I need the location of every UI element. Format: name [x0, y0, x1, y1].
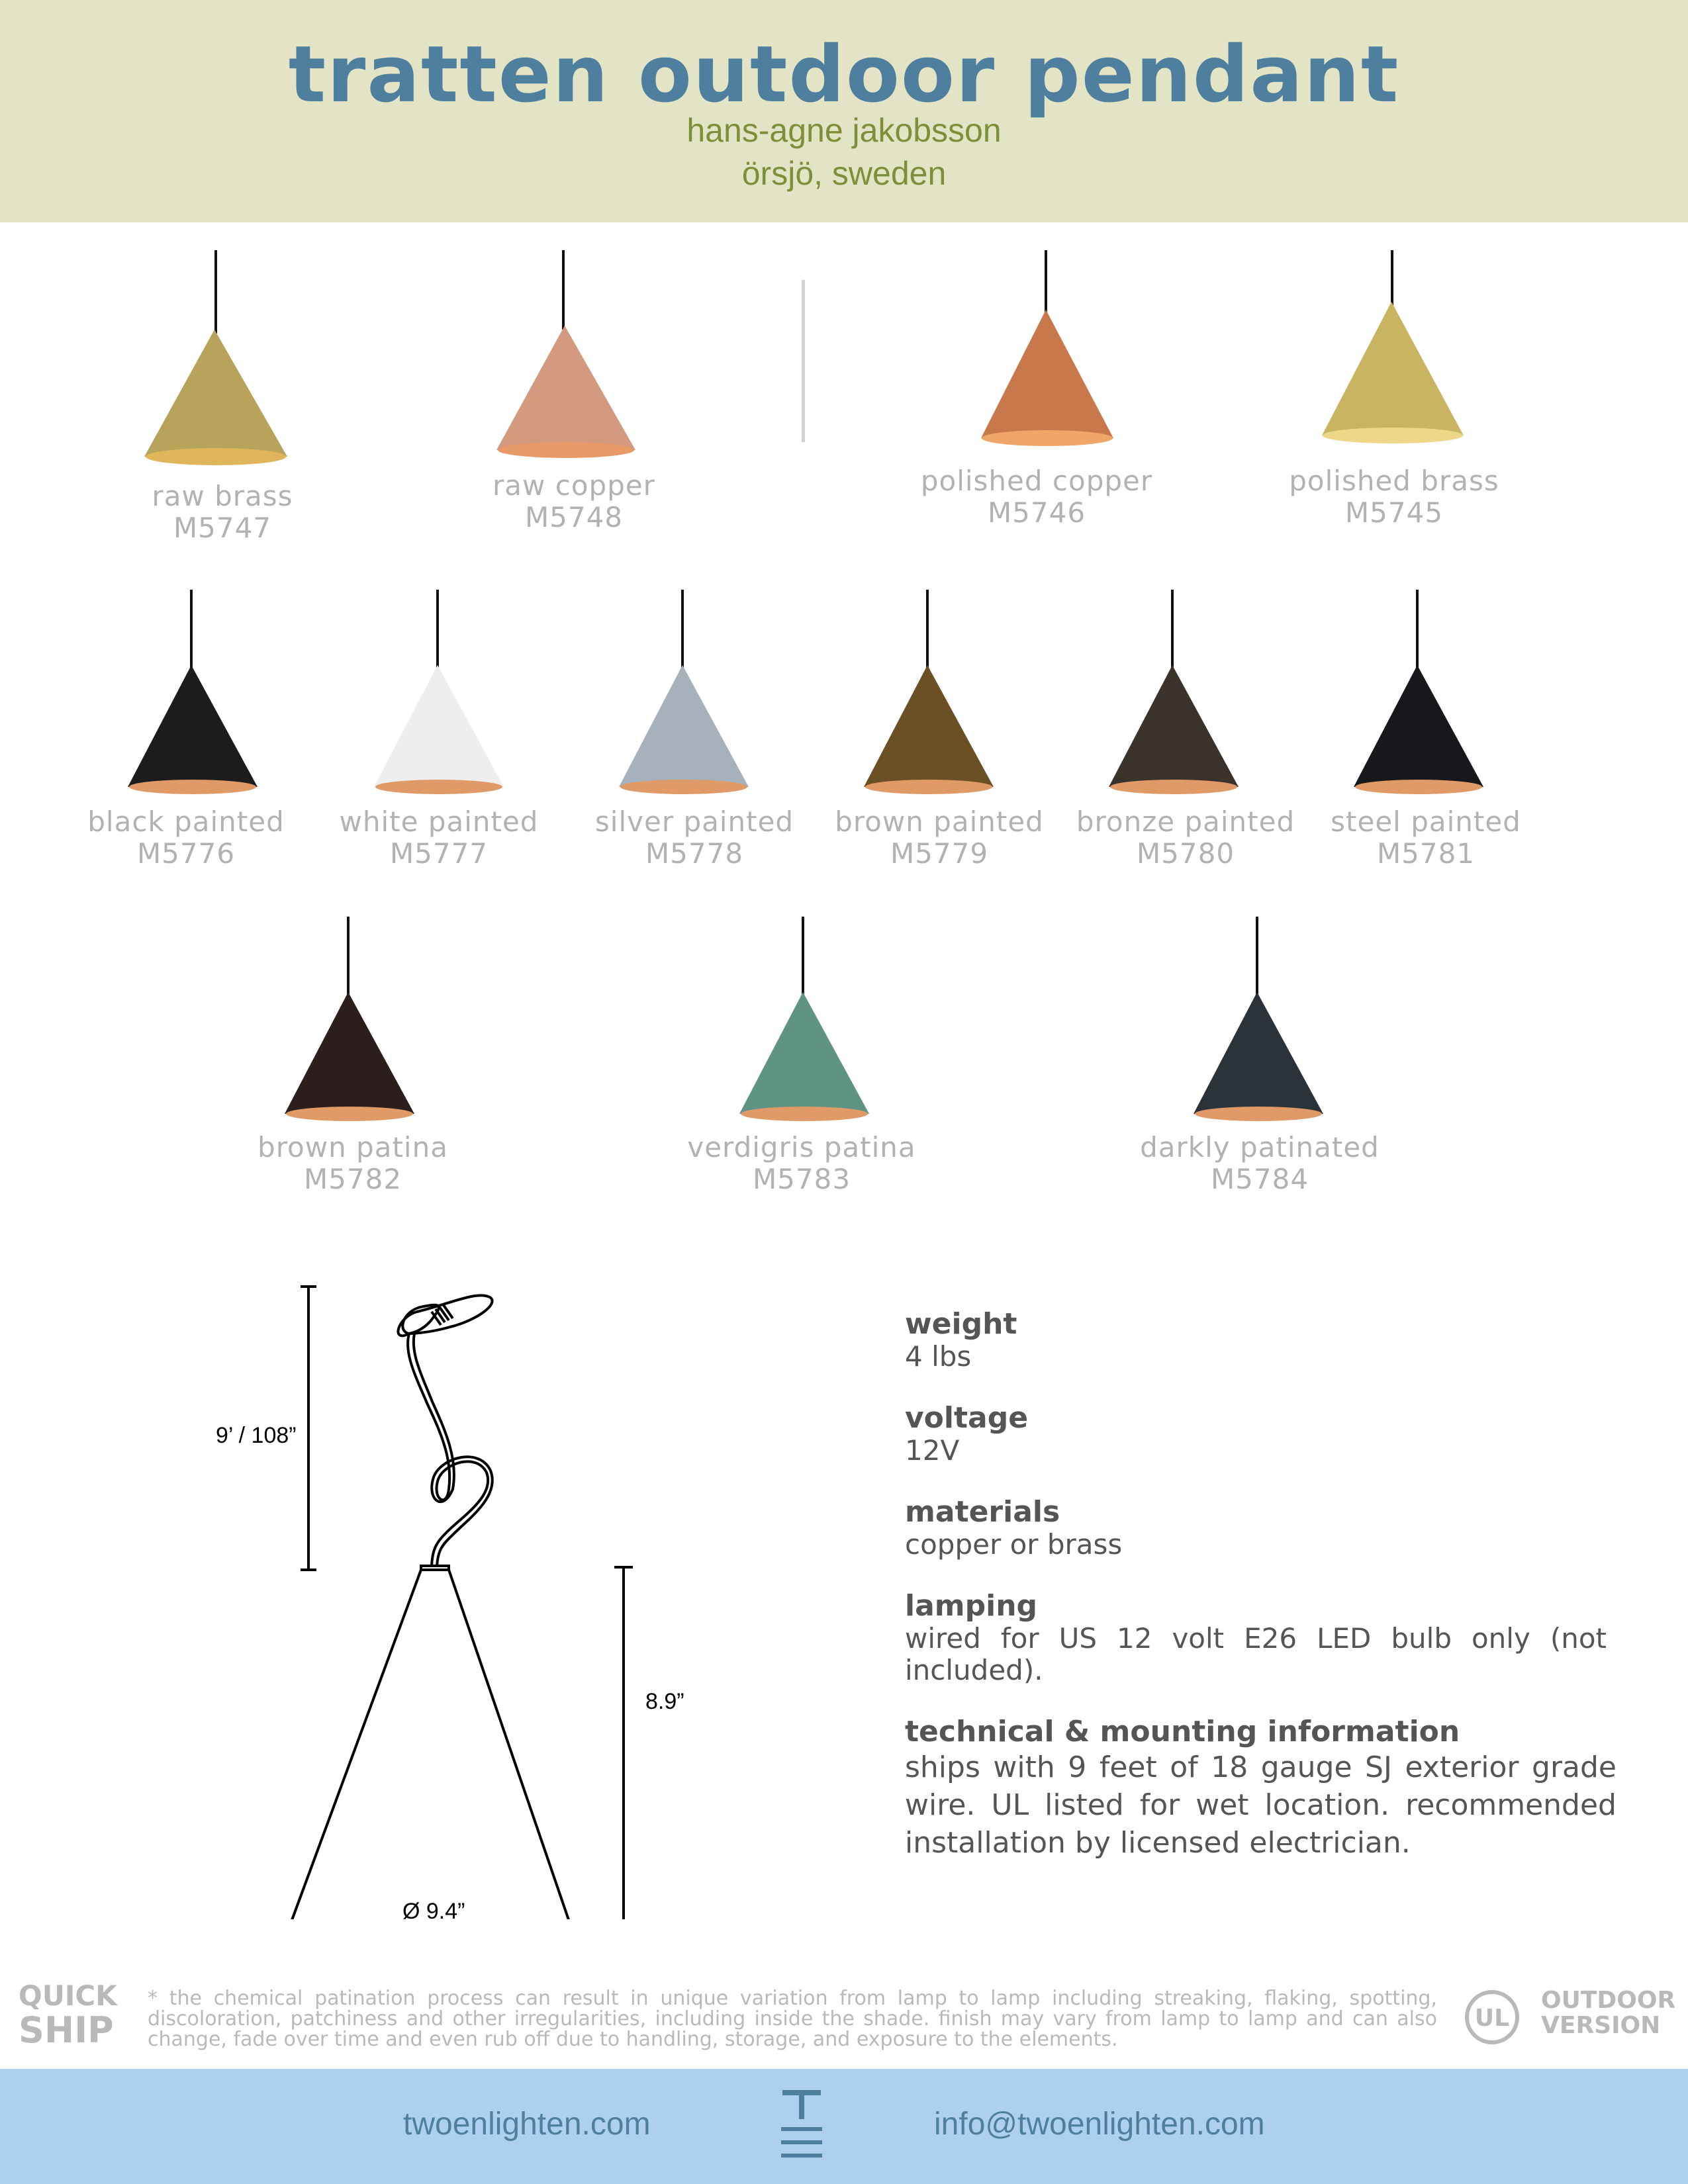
- shade-body: [144, 330, 287, 457]
- divider: [802, 280, 805, 442]
- brand-logo-icon: [778, 2090, 825, 2163]
- pendant-shade-icon: [737, 992, 872, 1122]
- finish-name: white painted: [339, 805, 539, 838]
- header-banner: [0, 0, 1688, 222]
- ship-label: SHIP: [19, 2009, 114, 2051]
- pendant-cord: [562, 250, 565, 330]
- spec-technical: [905, 1715, 1617, 1862]
- finish-code: M5779: [890, 837, 989, 870]
- finish-caption: [442, 470, 706, 533]
- finish-code: M5745: [1344, 496, 1444, 529]
- shade-inner: [498, 442, 634, 458]
- quick-ship-badge: [19, 1980, 117, 2049]
- shade-body: [739, 992, 869, 1114]
- height-label: 8.9”: [645, 1689, 684, 1714]
- shade-inner: [286, 1107, 413, 1121]
- finish-caption: [1262, 465, 1526, 529]
- ul-listed-icon: [1464, 1989, 1520, 2045]
- shade-body: [1354, 665, 1483, 787]
- pendant-shade-icon: [371, 665, 506, 795]
- shade-inner: [146, 448, 286, 465]
- finish-caption: [320, 806, 558, 870]
- finish-caption: [67, 806, 305, 870]
- finish-caption: [904, 465, 1169, 529]
- pendant-cord: [1391, 250, 1393, 307]
- finish-name: brown painted: [835, 805, 1044, 838]
- shade-inner: [1323, 428, 1463, 443]
- pendant-shade-icon: [1319, 302, 1467, 445]
- finish-name: brown patina: [258, 1131, 448, 1163]
- finish-name: verdigris patina: [687, 1131, 916, 1163]
- finish-code: M5780: [1136, 837, 1235, 870]
- website-link[interactable]: twoenlighten.com: [403, 2107, 651, 2142]
- finish-caption: [820, 806, 1058, 870]
- finish-name: darkly patinated: [1140, 1131, 1380, 1163]
- shade-inner: [129, 780, 256, 794]
- pendant-cord: [926, 590, 929, 669]
- shade-body: [1322, 302, 1464, 435]
- pendant-cord: [190, 590, 193, 669]
- cord-bundle-loop: [402, 1305, 439, 1334]
- cord-length-label: 9’ / 108”: [216, 1423, 297, 1448]
- pendant-cord: [214, 250, 217, 334]
- spec-value: 4 lbs: [905, 1340, 972, 1373]
- finish-name: black painted: [87, 805, 285, 838]
- pendant-cord: [681, 590, 684, 669]
- finish-caption: [575, 806, 814, 870]
- finish-name: polished brass: [1289, 465, 1499, 497]
- quick-label: QUICK: [19, 1979, 117, 2012]
- spec-value: wired for US 12 volt E26 LED bulb only (not included).: [905, 1622, 1607, 1686]
- finish-code: M5781: [1376, 837, 1476, 870]
- finish-caption: [1066, 806, 1305, 870]
- spec-weight: [905, 1308, 1617, 1373]
- finish-name: polished copper: [920, 465, 1153, 497]
- finish-caption: [1127, 1132, 1392, 1195]
- shade-inner: [1355, 780, 1482, 794]
- outdoor-version-badge: [1541, 1988, 1675, 2038]
- diameter-label: Ø 9.4”: [402, 1899, 465, 1924]
- shade-body: [1194, 992, 1323, 1114]
- finish-name: raw copper: [492, 469, 655, 502]
- shade-inner: [982, 430, 1113, 446]
- finish-code: M5784: [1210, 1163, 1309, 1195]
- pendant-cord: [436, 590, 439, 669]
- spec-label: weight: [905, 1307, 1017, 1341]
- cord-line-inner: [414, 1334, 492, 1570]
- finish-code: M5746: [987, 496, 1086, 529]
- footer-bar: [0, 2069, 1688, 2184]
- finish-code: M5748: [524, 501, 624, 533]
- spec-label: voltage: [905, 1401, 1029, 1435]
- finish-code: M5777: [389, 837, 489, 870]
- shade-inner: [741, 1107, 868, 1121]
- shade-body: [496, 326, 635, 450]
- pendant-shade-icon: [1191, 992, 1326, 1122]
- email-link[interactable]: info@twoenlighten.com: [934, 2107, 1265, 2142]
- page-title: tratten outdoor pendant: [288, 28, 1400, 120]
- pendant-shade-icon: [142, 330, 290, 466]
- pendant-cord: [1416, 590, 1419, 669]
- pendant-shade-icon: [1106, 665, 1241, 795]
- shade-body: [128, 665, 258, 787]
- finish-name: bronze painted: [1076, 805, 1295, 838]
- finish-name: raw brass: [152, 480, 293, 512]
- finish-name: steel painted: [1331, 805, 1521, 838]
- finish-caption: [1307, 806, 1545, 870]
- pendant-cord: [1045, 250, 1047, 314]
- finish-caption: [90, 480, 355, 544]
- pendant-shade-icon: [978, 310, 1117, 447]
- spec-label: lamping: [905, 1589, 1038, 1623]
- pendant-cord: [347, 917, 350, 996]
- origin-location: örsjö, sweden: [741, 155, 947, 192]
- pendant-cord: [1171, 590, 1174, 669]
- finish-code: M5776: [136, 837, 236, 870]
- shade-inner: [865, 780, 992, 794]
- finish-name: silver painted: [594, 805, 794, 838]
- spec-label: materials: [905, 1495, 1060, 1529]
- shade-outline-icon: [287, 1570, 575, 1919]
- ul-mark-text: UL: [1474, 2005, 1510, 2032]
- pendant-shade-icon: [1351, 665, 1486, 795]
- outdoor-label: OUTDOOR: [1541, 1987, 1676, 2014]
- pendant-shade-icon: [282, 992, 417, 1122]
- spec-materials: [905, 1496, 1617, 1561]
- spec-voltage: [905, 1402, 1617, 1467]
- shade-body: [374, 665, 504, 787]
- spec-value: ships with 9 feet of 18 gauge SJ exterior grade wire. UL listed for wet location. recommended installation by licensed electrician.: [905, 1751, 1617, 1860]
- pendant-shade-icon: [494, 326, 638, 459]
- version-label: VERSION: [1541, 2012, 1661, 2039]
- specifications: [905, 1308, 1617, 1891]
- finish-code: M5783: [752, 1163, 851, 1195]
- spec-lamping: [905, 1590, 1617, 1686]
- designer-name: hans-agne jakobsson: [686, 112, 1002, 149]
- spec-value: copper or brass: [905, 1528, 1123, 1561]
- finish-caption: [234, 1132, 472, 1195]
- shade-inner: [1110, 780, 1237, 794]
- spec-value: 12V: [905, 1434, 960, 1467]
- pendant-shade-icon: [125, 665, 260, 795]
- pendant-cord: [802, 917, 804, 996]
- shade-body: [1109, 665, 1239, 787]
- shade-body: [619, 665, 749, 787]
- shade-inner: [1195, 1107, 1322, 1121]
- finish-code: M5778: [645, 837, 744, 870]
- pendant-shade-icon: [861, 665, 996, 795]
- shade-body: [981, 310, 1113, 438]
- pendant-cord: [1256, 917, 1258, 996]
- shade-inner: [620, 780, 747, 794]
- spec-label: technical & mounting information: [905, 1715, 1460, 1749]
- finish-code: M5747: [173, 512, 272, 544]
- finish-caption: [669, 1132, 934, 1195]
- shade-body: [285, 992, 414, 1114]
- shade-inner: [375, 780, 502, 794]
- dimension-drawing: [199, 1271, 728, 1919]
- shade-body: [864, 665, 994, 787]
- patina-disclaimer: * the chemical patination process can result in unique variation from lamp to lamp including streaking, flaking, spotting, discoloration, patchiness and other irregularities, including inside the shade. finish may vary from lamp to lamp and can also change, fade over time and even rub off due to handling, storage, and exposure to the elements.: [148, 1987, 1437, 2051]
- pendant-shade-icon: [616, 665, 751, 795]
- finish-code: M5782: [303, 1163, 402, 1195]
